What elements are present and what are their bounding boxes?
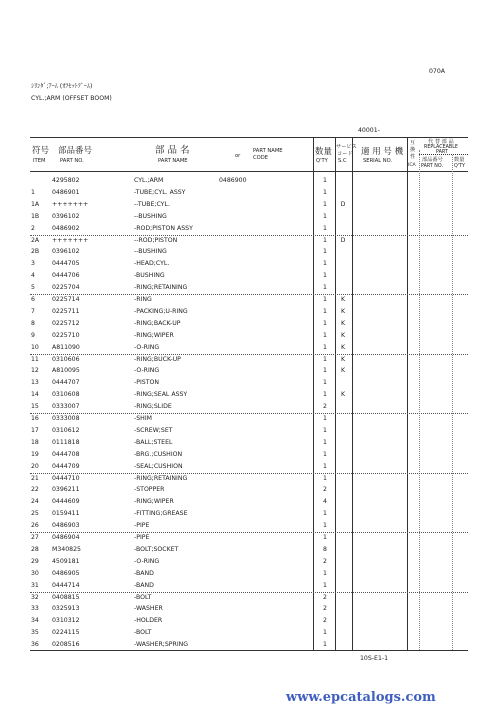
table-row <box>0 449 478 461</box>
part-name: -BRG.;CUSHION <box>134 450 183 458</box>
table-row <box>0 496 478 508</box>
quantity: 1 <box>323 534 327 541</box>
quantity: 2 <box>323 557 327 565</box>
header-partname-jp: 部 品 名 <box>155 145 190 156</box>
quantity: 1 <box>323 224 327 232</box>
table-row <box>0 615 478 627</box>
part-number: +++++++ <box>52 200 89 208</box>
header-code-line2: CODE <box>253 155 268 161</box>
item-number: 14 <box>31 391 39 399</box>
part-name: -BAND <box>134 581 154 589</box>
quantity: 4 <box>323 498 327 506</box>
part-name: -WASHER;SPRING <box>134 641 189 649</box>
item-number: 28 <box>31 545 39 553</box>
header-ica-jp3: 性 <box>410 154 416 160</box>
table-row <box>0 544 478 556</box>
quantity: 1 <box>323 272 327 280</box>
part-number: 0486901 <box>52 188 80 196</box>
table-row <box>0 246 478 258</box>
quantity: 1 <box>323 260 327 268</box>
header-ica-jp1: 互 <box>410 140 416 146</box>
part-number: 0444706 <box>52 272 80 280</box>
part-number: 0225714 <box>52 296 80 303</box>
item-number: 18 <box>31 438 39 446</box>
quantity: 1 <box>323 426 327 434</box>
table-row <box>0 508 478 520</box>
part-name: -PISTON <box>134 379 159 387</box>
part-name: -BOLT;SOCKET <box>134 545 179 553</box>
table-row <box>0 318 478 330</box>
quantity: 1 <box>323 391 327 399</box>
part-number: 0333008 <box>52 415 80 422</box>
header-item-jp: 符号 <box>32 146 50 156</box>
table-row <box>0 282 478 294</box>
table-row <box>0 354 478 366</box>
part-number: 0310612 <box>52 426 80 434</box>
part-number: A811090 <box>52 343 80 351</box>
item-number: 5 <box>31 284 35 292</box>
part-name: -O-RING <box>134 367 160 375</box>
service-code: K <box>340 319 346 327</box>
item-number: 12 <box>31 367 39 375</box>
table-row <box>0 294 478 306</box>
service-code: D <box>340 236 346 244</box>
title-japanese: ｼﾘﾝﾀﾞ;ｱｰﾑ (ｵﾌｾｯﾄﾌﾞｰﾑ) <box>31 83 93 90</box>
table-row <box>0 306 478 318</box>
part-name: -RING;SLIDE <box>134 403 172 411</box>
part-number: 4295802 <box>52 177 80 184</box>
part-number: 0444708 <box>52 450 80 458</box>
quantity: 1 <box>323 331 327 339</box>
item-number: 30 <box>31 569 39 577</box>
item-number: 1A <box>31 200 40 208</box>
item-number: 1B <box>31 212 40 220</box>
item-number: 20 <box>31 462 39 470</box>
item-number: 13 <box>31 379 39 387</box>
item-number: 15 <box>31 403 39 411</box>
table-row <box>0 270 478 282</box>
table-row <box>0 461 478 473</box>
part-number: 0225710 <box>52 331 80 339</box>
part-name-code: 0486900 <box>219 177 247 184</box>
quantity: 1 <box>323 450 327 458</box>
table-row <box>0 365 478 377</box>
part-name: -PIPE <box>134 534 150 541</box>
item-number: 2B <box>31 248 40 256</box>
part-number: 0396102 <box>52 248 80 256</box>
part-name: --ROD;PISTON <box>134 236 178 244</box>
item-number: 21 <box>31 474 39 482</box>
table-row <box>0 603 478 615</box>
quantity: 1 <box>323 236 327 244</box>
item-number: 17 <box>31 426 39 434</box>
part-number: A810095 <box>52 367 80 375</box>
page-code: 070A <box>429 68 446 75</box>
part-name: --TUBE;CYL. <box>134 200 170 208</box>
quantity: 1 <box>323 379 327 387</box>
service-code: D <box>340 200 346 208</box>
table-row <box>0 425 478 437</box>
part-name: -TUBE;CYL. ASSY <box>134 188 186 196</box>
part-number: 0225704 <box>52 284 80 292</box>
table-row <box>0 330 478 342</box>
part-number: 0208516 <box>52 641 80 649</box>
part-name: CYL.;ARM <box>134 177 164 184</box>
part-name: -RING;WIPER <box>134 498 174 506</box>
item-number: 24 <box>31 498 39 506</box>
item-number: 2 <box>31 224 35 232</box>
header-code-line1: PART NAME <box>253 148 283 154</box>
table-row <box>0 484 478 496</box>
header-rep-en2: PART <box>436 150 448 155</box>
table-row <box>0 223 478 235</box>
table-row <box>0 592 478 604</box>
part-name: -RING <box>134 296 152 303</box>
part-number: 0486902 <box>52 224 80 232</box>
header-ica-jp2: 換 <box>410 147 416 153</box>
quantity: 1 <box>323 581 327 589</box>
table-row <box>0 473 478 485</box>
header-item-en: ITEM <box>33 158 46 164</box>
header-rep-partno-jp: 部品番号 <box>422 157 443 163</box>
service-code: K <box>340 307 346 315</box>
part-name: -RING;BACK-UP <box>134 319 181 327</box>
serial-range: 40001- <box>358 127 380 134</box>
part-name: -WASHER <box>134 605 163 613</box>
item-number: 36 <box>31 641 39 649</box>
service-code: K <box>340 331 346 339</box>
table-row <box>0 342 478 354</box>
quantity: 1 <box>323 200 327 208</box>
quantity: 1 <box>323 319 327 327</box>
quantity: 1 <box>323 284 327 292</box>
quantity: 1 <box>323 522 327 530</box>
header-qty-en: Q'TY <box>316 158 328 164</box>
quantity: 1 <box>323 188 327 196</box>
quantity: 1 <box>323 510 327 518</box>
part-name: -BALL;STEEL <box>134 438 173 446</box>
header-or: or <box>235 153 241 159</box>
part-number: 0325913 <box>52 605 80 613</box>
table-row <box>0 627 478 639</box>
table-row <box>0 556 478 568</box>
part-number: 0444705 <box>52 260 80 268</box>
part-name: -BOLT <box>134 593 152 601</box>
part-name: -SEAL;CUSHION <box>134 462 183 470</box>
part-number: 0486904 <box>52 534 80 541</box>
table-row <box>0 211 478 223</box>
service-code: K <box>340 391 346 399</box>
watermark-text: www.epcatalogs.com <box>286 690 436 705</box>
item-number: 7 <box>31 307 35 315</box>
part-number: 0444707 <box>52 379 80 387</box>
part-number: 0486903 <box>52 522 80 530</box>
part-number: 0408815 <box>52 593 80 601</box>
header-qty-jp: 数量 <box>315 147 333 157</box>
item-number: 2A <box>31 236 40 244</box>
quantity: 2 <box>323 593 327 601</box>
item-number: 34 <box>31 617 39 625</box>
item-number: 11 <box>31 355 39 363</box>
item-number: 31 <box>31 581 39 589</box>
quantity: 1 <box>323 367 327 375</box>
item-number: 8 <box>31 319 35 327</box>
part-name: -FITTING;GREASE <box>134 510 188 518</box>
quantity: 2 <box>323 403 327 411</box>
part-name: -STOPPER <box>134 486 165 494</box>
item-number: 3 <box>31 260 35 268</box>
part-name: -O-RING <box>134 557 160 565</box>
part-number: +++++++ <box>52 236 89 244</box>
part-name: -BOLT <box>134 629 152 637</box>
part-number: 0111818 <box>52 438 80 446</box>
part-name: -SHIM <box>134 415 152 422</box>
table-row <box>0 639 478 651</box>
table-row <box>0 568 478 580</box>
quantity: 1 <box>323 212 327 220</box>
quantity: 1 <box>323 474 327 482</box>
part-name: --BUSHING <box>134 248 167 256</box>
service-code: K <box>340 343 346 351</box>
part-number: 0444709 <box>52 462 80 470</box>
table-row <box>0 413 478 425</box>
quantity: 2 <box>323 605 327 613</box>
part-name: -ROD;PISTON ASSY <box>134 224 193 232</box>
item-number: 27 <box>31 534 39 541</box>
part-name: --BUSHING <box>134 212 167 220</box>
part-name: -O-RING <box>134 343 160 351</box>
item-number: 33 <box>31 605 39 613</box>
service-code: K <box>340 355 346 363</box>
service-code: K <box>340 367 346 375</box>
part-name: -RING;WIPER <box>134 331 174 339</box>
header-partno-jp: 部品番号 <box>58 146 93 156</box>
item-number: 32 <box>31 593 39 601</box>
header-partno-en: PART NO. <box>60 158 84 164</box>
item-number: 10 <box>31 343 39 351</box>
part-number: 0396102 <box>52 212 80 220</box>
part-number: 0225711 <box>52 307 80 315</box>
quantity: 8 <box>323 545 327 553</box>
header-rep-jp: 代 替 部 品 <box>428 139 454 145</box>
header-partname-en: PART NAME <box>158 158 188 164</box>
page-footer-code: 10S-E1-1 <box>360 655 389 662</box>
quantity: 1 <box>323 415 327 422</box>
quantity: 1 <box>323 438 327 446</box>
part-number: 0444710 <box>52 474 80 482</box>
table-row <box>0 437 478 449</box>
quantity: 1 <box>323 641 327 649</box>
header-sc-en: S.C <box>338 158 347 164</box>
table-row <box>0 187 478 199</box>
item-number: 25 <box>31 510 39 518</box>
part-name: -RING;SEAL ASSY <box>134 391 188 399</box>
part-name: -PACKING;U-RING <box>134 307 188 315</box>
table-row <box>0 199 478 211</box>
table-row <box>0 175 478 187</box>
table-row <box>0 235 478 247</box>
part-number: 0310608 <box>52 391 80 399</box>
part-number: 0396211 <box>52 486 80 494</box>
header-rep-qty-jp: 数量 <box>454 157 465 163</box>
part-number: 0310312 <box>52 617 80 625</box>
part-name: -PIPE <box>134 522 150 530</box>
header-serial-en: SERIAL NO. <box>363 158 393 164</box>
table-row <box>0 580 478 592</box>
item-number: 29 <box>31 557 39 565</box>
service-code: K <box>340 296 346 303</box>
part-number: M340825 <box>52 545 81 553</box>
table-row <box>0 377 478 389</box>
item-number: 19 <box>31 450 39 458</box>
item-number: 9 <box>31 331 35 339</box>
table-row <box>0 532 478 544</box>
part-number: 0444609 <box>52 498 80 506</box>
part-number: 0333007 <box>52 403 80 411</box>
header-sc-jp2: コード <box>337 151 353 157</box>
quantity: 1 <box>323 248 327 256</box>
part-number: 0486905 <box>52 569 80 577</box>
table-row <box>0 401 478 413</box>
header-ica-en: ICA <box>408 163 416 168</box>
header-rep-partno-en: PART NO. <box>421 164 443 169</box>
part-number: 0310606 <box>52 355 80 363</box>
item-number: 4 <box>31 272 35 280</box>
part-name: -RING;RETAINING <box>134 474 188 482</box>
part-number: 0159411 <box>52 510 80 518</box>
part-name: -HEAD;CYL. <box>134 260 170 268</box>
table-row <box>0 258 478 270</box>
part-number: 0225712 <box>52 319 80 327</box>
part-name: -HOLDER <box>134 617 163 625</box>
part-number: 0224115 <box>52 629 80 637</box>
quantity: 1 <box>323 296 327 303</box>
quantity: 2 <box>323 486 327 494</box>
part-name: -SCREW;SET <box>134 426 173 434</box>
item-number: 16 <box>31 415 39 422</box>
part-name: -BUSHING <box>134 272 165 280</box>
header-rep-qty-en: Q'TY <box>454 164 465 169</box>
quantity: 2 <box>323 617 327 625</box>
header-sc-jp1: サービス <box>336 144 357 150</box>
part-number: 0444714 <box>52 581 80 589</box>
header-rep-en1: REPLACEABLE <box>424 145 458 150</box>
quantity: 1 <box>323 569 327 577</box>
table-row <box>0 389 478 401</box>
quantity: 1 <box>323 355 327 363</box>
part-name: -BAND <box>134 569 154 577</box>
part-name: -RING;RETAINING <box>134 284 188 292</box>
item-number: 6 <box>31 296 35 303</box>
table-row <box>0 520 478 532</box>
item-number: 26 <box>31 522 39 530</box>
part-number: 4509181 <box>52 557 80 565</box>
quantity: 1 <box>323 343 327 351</box>
part-name: -RING;BUCK-UP <box>134 355 181 363</box>
header-serial-jp: 適 用 号 機 <box>361 147 404 157</box>
item-number: 1 <box>31 188 35 196</box>
quantity: 1 <box>323 462 327 470</box>
quantity: 1 <box>323 307 327 315</box>
page-title: CYL.;ARM (OFFSET BOOM) <box>31 95 112 102</box>
item-number: 35 <box>31 629 39 637</box>
quantity: 1 <box>323 177 327 184</box>
quantity: 1 <box>323 629 327 637</box>
item-number: 22 <box>31 486 39 494</box>
